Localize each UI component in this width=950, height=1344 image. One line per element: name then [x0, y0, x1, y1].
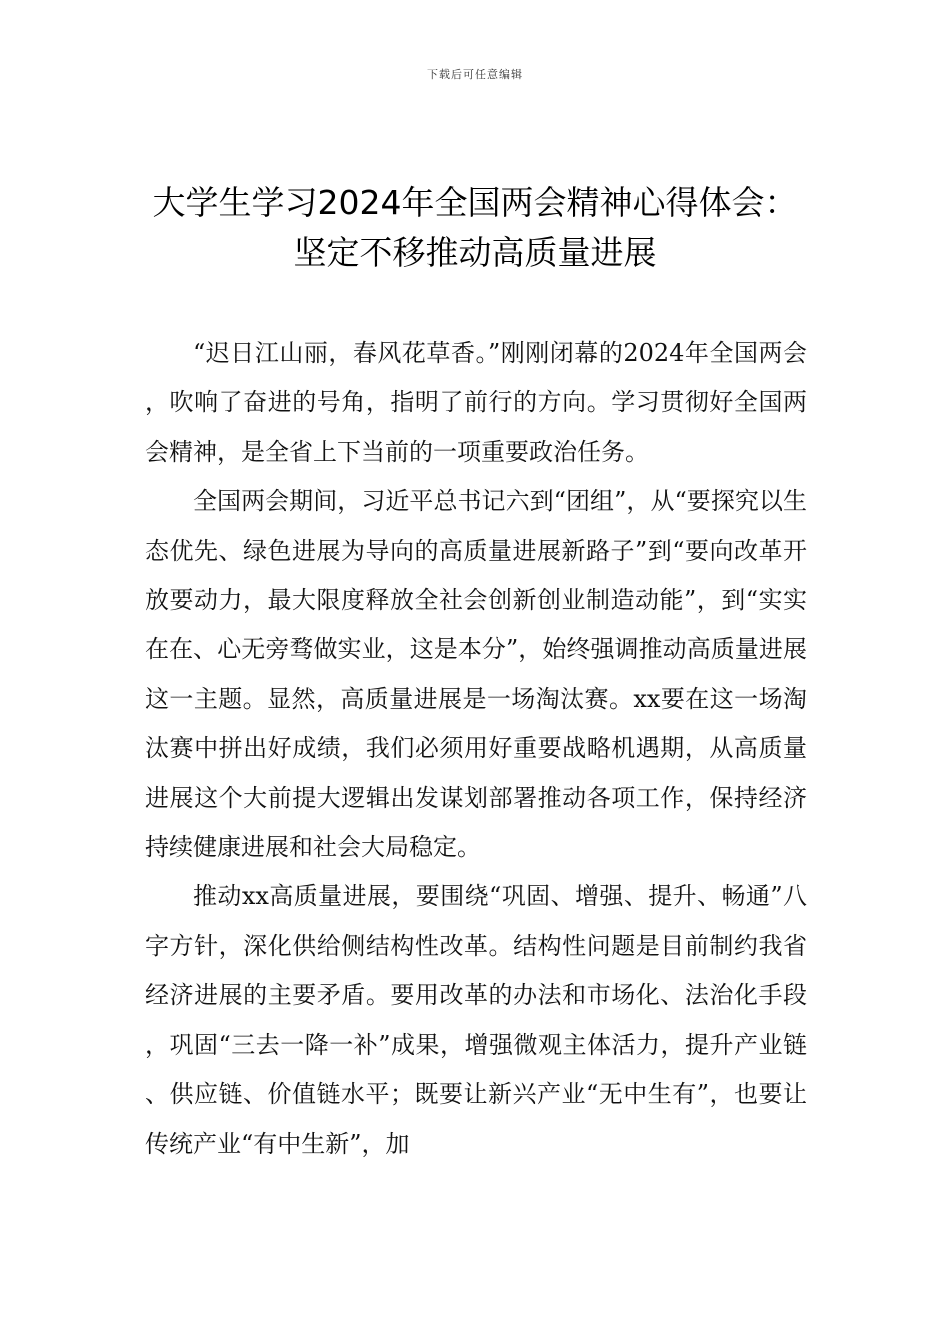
title-line-1: 大学生学习2024年全国两会精神心得体会：	[152, 183, 798, 222]
paragraph-1: “迟日江山丽，春风花草香。”刚刚闭幕的2024年全国两会，吹响了奋进的号角，指明了前行的方向。学习贯彻好全国两会精神，是全省上下当前的一项重要政治任务。	[145, 339, 807, 466]
document-title	[120, 178, 830, 278]
document-body	[145, 329, 807, 1169]
paragraph-3: 推动xx高质量进展，要围绕“巩固、增强、提升、畅通”八字方针，深化供给侧结构性改革。结构性问题是目前制约我省经济进展的主要矛盾。要用改革的办法和市场化、法治化手段，巩固“三去一降一补”成果，增强微观主体活力，提升产业链、供应链、价值链水平；既要让新兴产业“无中生有”，也要让传统产业“有中生新”，加	[145, 882, 807, 1158]
paragraph-2: 全国两会期间，习近平总书记六到“团组”，从“要探究以生态优先、绿色进展为导向的高质量进展新路子”到“要向改革开放要动力，最大限度释放全社会创新创业制造动能”，到“实实在在、心无旁骛做实业，这是本分”，始终强调推动高质量进展这一主题。显然，高质量进展是一场淘汰赛。xx要在这一场淘汰赛中拼出好成绩，我们必须用好重要战略机遇期，从高质量进展这个大前提大逻辑出发谋划部署推动各项工作，保持经济持续健康进展和社会大局稳定。	[145, 487, 807, 862]
title-line-2: 坚定不移推动高质量进展	[293, 233, 657, 272]
header-note: 下载后可任意编辑	[427, 68, 523, 81]
